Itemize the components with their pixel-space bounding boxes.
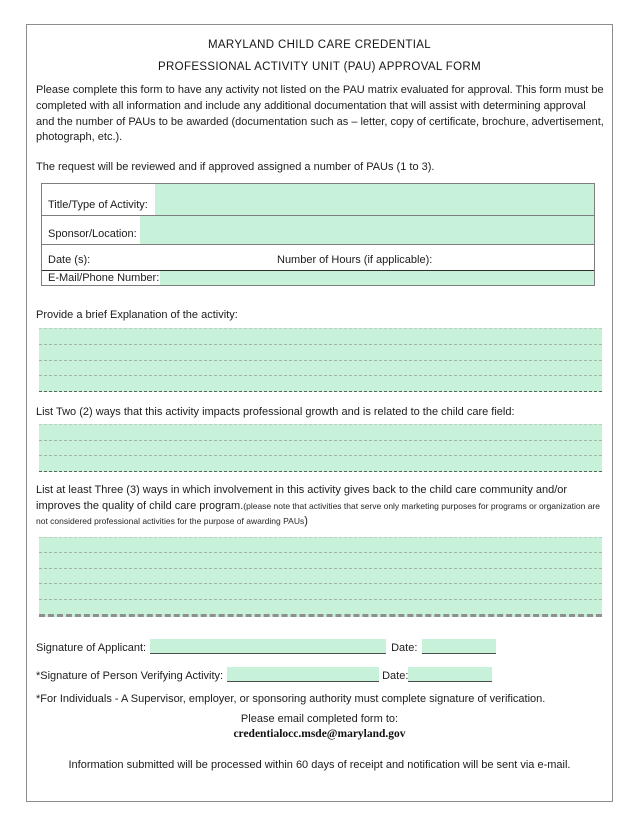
applicant-signature-label: Signature of Applicant: bbox=[36, 642, 147, 654]
document-page bbox=[26, 24, 613, 802]
processing-note: Information submitted will be processed within 60 days of receipt and notification will be sent via e-mail. bbox=[68, 759, 571, 771]
professional-growth-prompt: List Two (2) ways that this activity impacts professional growth and is related to the child care field: bbox=[36, 406, 515, 418]
give-back-prompt-main: List at least Three (3) ways in which involvement in this activity gives back to the child care community and/or improves the quality of child care program. bbox=[36, 484, 568, 512]
hours-label: Number of Hours (if applicable): bbox=[277, 254, 433, 266]
title-activity-input[interactable] bbox=[155, 184, 594, 215]
verifier-signature-input[interactable] bbox=[227, 667, 379, 682]
applicant-date-input[interactable] bbox=[422, 639, 496, 654]
applicant-signature-input[interactable] bbox=[150, 639, 386, 654]
writing-line[interactable] bbox=[39, 329, 602, 345]
verifier-signature-label: *Signature of Person Verifying Activity: bbox=[36, 670, 224, 682]
writing-line[interactable] bbox=[39, 569, 602, 584]
activity-info-table bbox=[41, 183, 595, 286]
writing-line[interactable] bbox=[39, 345, 602, 361]
give-back-answer-area[interactable] bbox=[39, 537, 602, 617]
table-row-sponsor-location bbox=[42, 215, 594, 244]
verifier-date-label: Date: bbox=[382, 670, 409, 682]
writing-line[interactable] bbox=[39, 456, 602, 471]
title-activity-label: Title/Type of Activity: bbox=[42, 184, 155, 215]
applicant-signature-row bbox=[36, 637, 496, 654]
give-back-prompt bbox=[36, 483, 603, 530]
writing-line[interactable] bbox=[39, 553, 602, 568]
email-address: credentialocc.msde@maryland.gov bbox=[233, 728, 406, 740]
writing-line[interactable] bbox=[39, 600, 602, 614]
sponsor-location-input[interactable] bbox=[140, 216, 594, 244]
explanation-answer-area[interactable] bbox=[39, 328, 602, 392]
writing-line[interactable] bbox=[39, 584, 602, 599]
writing-line[interactable] bbox=[39, 376, 602, 391]
verification-requirement-note: *For Individuals - A Supervisor, employer, or sponsoring authority must complete signature of verification. bbox=[36, 693, 546, 705]
document-title-line1: MARYLAND CHILD CARE CREDENTIAL bbox=[207, 39, 432, 51]
applicant-date-label: Date: bbox=[391, 642, 418, 654]
writing-line[interactable] bbox=[39, 361, 602, 377]
dates-label: Date (s): bbox=[48, 254, 91, 266]
writing-line[interactable] bbox=[39, 538, 602, 553]
writing-line[interactable] bbox=[39, 441, 602, 457]
verifier-date-input[interactable] bbox=[408, 667, 492, 682]
table-row-dates-hours[interactable] bbox=[42, 244, 594, 270]
email-phone-input[interactable] bbox=[160, 271, 594, 285]
sponsor-location-label: Sponsor/Location: bbox=[42, 216, 140, 244]
writing-line[interactable] bbox=[39, 425, 602, 441]
email-instruction: Please email completed form to: bbox=[240, 713, 399, 725]
review-note: The request will be reviewed and if approved assigned a number of PAUs (1 to 3). bbox=[36, 161, 435, 173]
give-back-prompt-note-close: ) bbox=[304, 515, 308, 527]
table-row-email-phone bbox=[42, 270, 594, 285]
give-back-prompt-note: (please note that activities that serve only marketing purposes for programs or organization are not considered professional activities for the purpose of awarding PAUs bbox=[36, 500, 600, 526]
table-row-title-activity bbox=[42, 184, 594, 215]
email-phone-label: E-Mail/Phone Number: bbox=[42, 271, 160, 285]
document-title-line2: PROFESSIONAL ACTIVITY UNIT (PAU) APPROVAL FORM bbox=[157, 61, 482, 73]
professional-growth-answer-area[interactable] bbox=[39, 424, 602, 472]
explanation-prompt: Provide a brief Explanation of the activity: bbox=[36, 309, 238, 321]
intro-paragraph: Please complete this form to have any activity not listed on the PAU matrix evaluated for approval. This form must be completed with all information and include any additional documentation that will assist with determining approval and the number of PAUs to be awarded (documentation such as – letter, copy of certificate, brochure, advertisement, photograph, etc.). bbox=[36, 84, 604, 144]
verifier-signature-row bbox=[36, 665, 492, 682]
